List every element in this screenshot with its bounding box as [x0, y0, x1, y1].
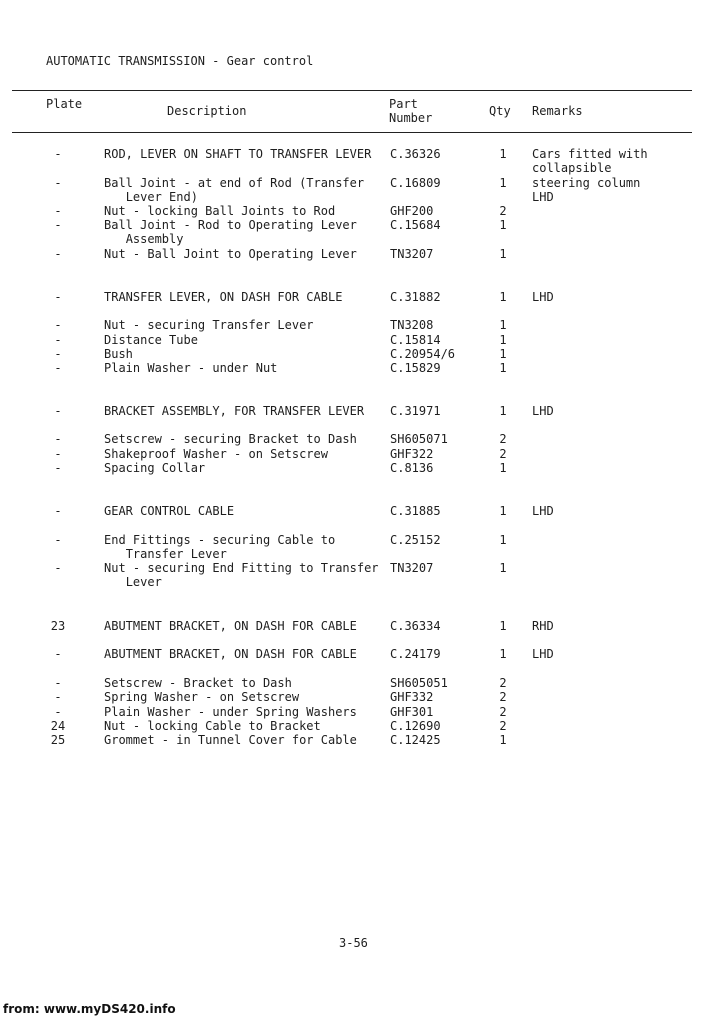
cell-part-number: C.20954/6	[390, 347, 456, 361]
cell-part-number: GHF301	[390, 705, 434, 719]
header-rule-bottom	[12, 132, 692, 133]
cell-plate: -	[54, 347, 62, 361]
cell-description: Spring Washer - on Setscrew	[104, 690, 300, 704]
cell-qty: 1	[499, 533, 507, 547]
cell-plate: -	[54, 705, 62, 719]
column-header-qty: Qty	[489, 104, 511, 118]
cell-plate: -	[54, 290, 62, 304]
cell-description: ABUTMENT BRACKET, ON DASH FOR CABLE	[104, 647, 357, 661]
cell-part-number: TN3208	[390, 318, 434, 332]
cell-plate: 24	[50, 719, 66, 733]
cell-plate: -	[54, 361, 62, 375]
cell-plate: -	[54, 218, 62, 232]
cell-part-number: C.12425	[390, 733, 441, 747]
cell-qty: 1	[499, 247, 507, 261]
cell-qty: 1	[499, 461, 507, 475]
cell-part-number: C.31971	[390, 404, 441, 418]
cell-plate: -	[54, 333, 62, 347]
cell-description: BRACKET ASSEMBLY, FOR TRANSFER LEVER	[104, 404, 365, 418]
cell-qty: 1	[499, 404, 507, 418]
cell-qty: 2	[499, 690, 507, 704]
column-header-plate: Plate	[46, 97, 83, 111]
cell-plate: -	[54, 147, 62, 161]
cell-qty: 1	[499, 176, 507, 190]
column-header-remarks: Remarks	[532, 104, 583, 118]
cell-remarks: LHD	[532, 647, 554, 661]
cell-description: Shakeproof Washer - on Setscrew	[104, 447, 328, 461]
cell-qty: 1	[499, 619, 507, 633]
cell-plate: -	[54, 676, 62, 690]
cell-qty: 1	[499, 218, 507, 232]
cell-qty: 1	[499, 561, 507, 575]
cell-qty: 2	[499, 705, 507, 719]
cell-part-number: C.8136	[390, 461, 434, 475]
cell-description: Plain Washer - under Spring Washers	[104, 705, 357, 719]
header-rule-top	[12, 90, 692, 91]
cell-description: ROD, LEVER ON SHAFT TO TRANSFER LEVER	[104, 147, 372, 161]
cell-description: TRANSFER LEVER, ON DASH FOR CABLE	[104, 290, 343, 304]
cell-part-number: GHF332	[390, 690, 434, 704]
cell-description: Ball Joint - Rod to Operating Lever Assembly	[104, 218, 357, 247]
cell-remarks: RHD	[532, 619, 554, 633]
cell-qty: 1	[499, 290, 507, 304]
column-header-description: Description	[167, 104, 247, 118]
cell-qty: 1	[499, 318, 507, 332]
cell-qty: 1	[499, 333, 507, 347]
cell-description: ABUTMENT BRACKET, ON DASH FOR CABLE	[104, 619, 357, 633]
cell-part-number: C.31885	[390, 504, 441, 518]
cell-plate: -	[54, 247, 62, 261]
cell-plate: -	[54, 690, 62, 704]
cell-plate: -	[54, 318, 62, 332]
cell-description: End Fittings - securing Cable to Transfer Lever	[104, 533, 336, 562]
cell-qty: 1	[499, 347, 507, 361]
source-footer: from: www.myDS420.info	[3, 1002, 176, 1016]
cell-qty: 1	[499, 733, 507, 747]
cell-description: Setscrew - Bracket to Dash	[104, 676, 292, 690]
page-number: 3-56	[339, 936, 368, 950]
cell-description: Bush	[104, 347, 133, 361]
cell-qty: 1	[499, 147, 507, 161]
cell-description: Nut - Ball Joint to Operating Lever	[104, 247, 357, 261]
cell-plate: -	[54, 404, 62, 418]
cell-qty: 2	[499, 447, 507, 461]
cell-description: Plain Washer - under Nut	[104, 361, 278, 375]
cell-remarks: LHD	[532, 504, 554, 518]
cell-plate: 25	[50, 733, 66, 747]
cell-remarks: Cars fitted with collapsible steering column LHD	[532, 147, 648, 204]
cell-remarks: LHD	[532, 404, 554, 418]
cell-description: Nut - locking Ball Joints to Rod	[104, 204, 336, 218]
cell-description: Nut - securing End Fitting to Transfer Lever	[104, 561, 379, 590]
cell-description: Grommet - in Tunnel Cover for Cable	[104, 733, 357, 747]
cell-part-number: C.36326	[390, 147, 441, 161]
cell-part-number: C.15829	[390, 361, 441, 375]
cell-part-number: TN3207	[390, 561, 434, 575]
cell-qty: 2	[499, 432, 507, 446]
cell-part-number: C.15684	[390, 218, 441, 232]
cell-part-number: C.12690	[390, 719, 441, 733]
cell-plate: -	[54, 204, 62, 218]
cell-description: Nut - securing Transfer Lever	[104, 318, 314, 332]
cell-description: GEAR CONTROL CABLE	[104, 504, 235, 518]
cell-plate: -	[54, 504, 62, 518]
cell-plate: -	[54, 176, 62, 190]
cell-plate: -	[54, 561, 62, 575]
cell-description: Nut - locking Cable to Bracket	[104, 719, 321, 733]
cell-qty: 2	[499, 204, 507, 218]
cell-plate: -	[54, 461, 62, 475]
cell-remarks: LHD	[532, 290, 554, 304]
cell-part-number: GHF200	[390, 204, 434, 218]
cell-part-number: C.16809	[390, 176, 441, 190]
cell-part-number: SH605051	[390, 676, 448, 690]
cell-part-number: SH605071	[390, 432, 448, 446]
cell-qty: 1	[499, 647, 507, 661]
cell-qty: 1	[499, 361, 507, 375]
cell-description: Setscrew - securing Bracket to Dash	[104, 432, 357, 446]
cell-description: Ball Joint - at end of Rod (Transfer Lever End)	[104, 176, 365, 205]
cell-part-number: GHF322	[390, 447, 434, 461]
cell-plate: 23	[50, 619, 66, 633]
cell-qty: 1	[499, 504, 507, 518]
cell-part-number: C.15814	[390, 333, 441, 347]
cell-plate: -	[54, 447, 62, 461]
column-header-part-number: Part Number	[389, 97, 433, 125]
cell-plate: -	[54, 647, 62, 661]
cell-qty: 2	[499, 676, 507, 690]
cell-part-number: TN3207	[390, 247, 434, 261]
cell-qty: 2	[499, 719, 507, 733]
page-title: AUTOMATIC TRANSMISSION - Gear control	[46, 54, 314, 68]
cell-description: Spacing Collar	[104, 461, 206, 475]
cell-part-number: C.31882	[390, 290, 441, 304]
cell-plate: -	[54, 533, 62, 547]
cell-part-number: C.25152	[390, 533, 441, 547]
cell-plate: -	[54, 432, 62, 446]
cell-description: Distance Tube	[104, 333, 198, 347]
cell-part-number: C.24179	[390, 647, 441, 661]
cell-part-number: C.36334	[390, 619, 441, 633]
